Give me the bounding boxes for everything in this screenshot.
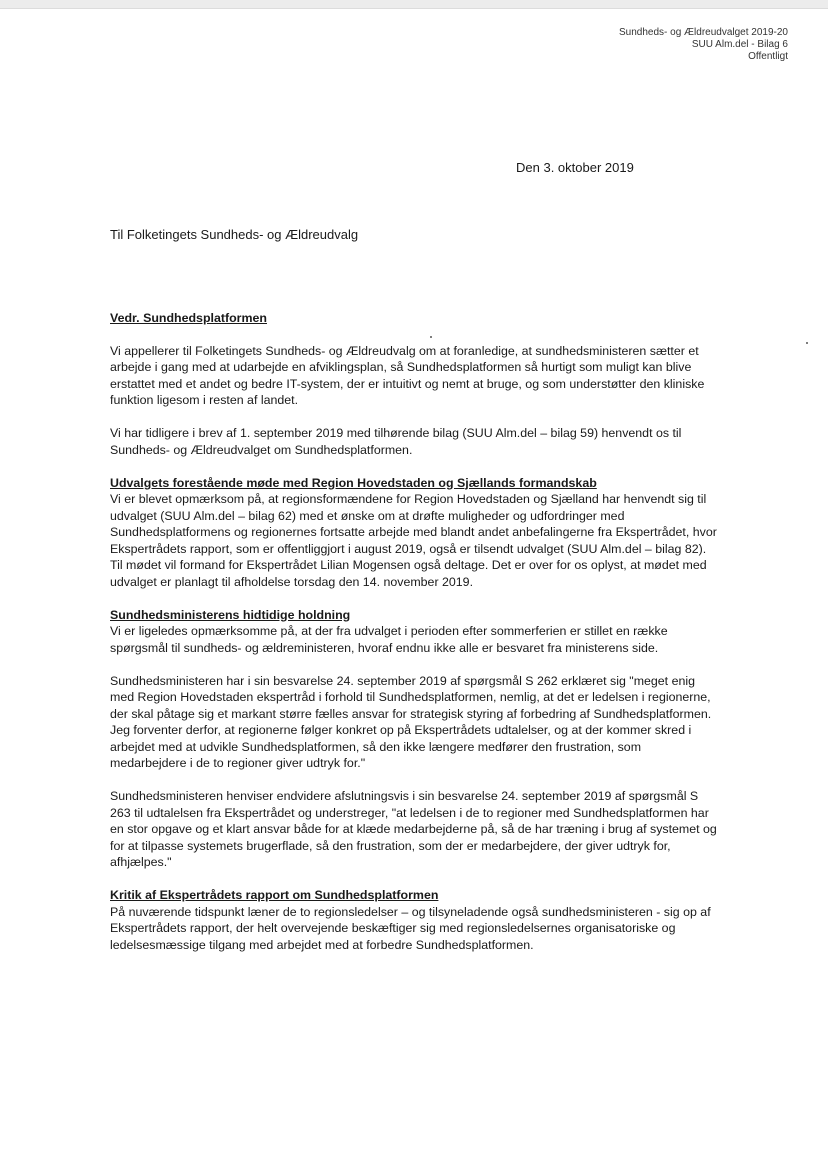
document-stamp xyxy=(619,27,788,63)
subject-heading: Vedr. Sundhedsplatformen xyxy=(110,311,267,325)
section-meeting xyxy=(110,475,720,591)
section-paragraph: Vi er blevet opmærksom på, at regionsformændene for Region Hovedstaden og Sjælland har henvendt sig til udvalget (SUU Alm.del – bilag 62) med et ønske om at drøfte muligheder og udfordringer med Sundhedsplatformens og regionernes fortsatte arbejde med blandt andet anbefalingerne fra Ekspertrådet, hvor Ekspertrådets rapport, som er offentliggjort i august 2019, også er tilsendt udvalget (SUU Alm.del – bilag 82). Til mødet vil formand for Ekspertrådet Lilian Mogensen også deltage. Det er over for os oplyst, at mødet med udvalget er planlagt til afholdelse torsdag den 14. november 2019. xyxy=(110,492,717,589)
section-paragraph: Vi er ligeledes opmærksomme på, at der fra udvalget i perioden efter sommerferien er stillet en række spørgsmål til sundheds- og ældreministeren, hvoraf endnu ikke alle er besvaret fra ministerens side. xyxy=(110,624,668,655)
section-heading: Kritik af Ekspertrådets rapport om Sundhedsplatformen xyxy=(110,888,439,902)
section-minister xyxy=(110,607,720,871)
section-paragraph: På nuværende tidspunkt læner de to regionsledelser – og tilsyneladende også sundhedsministeren - sig op af Ekspertrådets rapport, der helt overvejende beskæftiger sig med regionsledelsernes organisatoriske og ledelsesmæssige tilgang med arbejdet med at forbedre Sundhedsplatformen. xyxy=(110,904,711,952)
intro-paragraph-1: Vi appellerer til Folketingets Sundheds- og Ældreudvalg om at foranledige, at sundhedsministeren sætter et arbejde i gang med at udarbejde en afviklingsplan, så Sundhedsplatformen så hurtigt som muligt kan blive erstattet med et andet og bedre IT-system, der er intuitivt og nemt at bruge, og som understøtter den kliniske funktion ligesom i resten af landet. xyxy=(110,343,705,407)
intro-paragraph-2: Vi har tidligere i brev af 1. september 2019 med tilhørende bilag (SUU Alm.del – bilag 59) henvendt os til Sundheds- og Ældreudvalget om Sundhedsplatformen. xyxy=(110,426,682,457)
scan-speck xyxy=(806,342,808,344)
page-top-edge xyxy=(0,0,828,9)
stamp-committee: Sundheds- og Ældreudvalget 2019-20 xyxy=(618,27,788,38)
letter-date: Den 3. oktober 2019 xyxy=(516,160,634,175)
stamp-status: Offentligt xyxy=(748,51,788,62)
section-heading: Sundhedsministerens hidtidige holdning xyxy=(110,607,351,622)
section-heading: Udvalgets forestående møde med Region Hovedstaden og Sjællands formandskab xyxy=(110,475,597,490)
section-criticism xyxy=(110,887,720,953)
section-paragraph: Sundhedsministeren har i sin besvarelse 24. september 2019 af spørgsmål S 262 erklæret sig "meget enig med Region Hovedstaden ekspertråd i forhold til Sundhedsplatformen, nemlig, at det er ledelsen i regionerne, der skal påtage sig et markant større fælles ansvar for strategisk styring af forbedring af Sundhedsplatformen. Jeg forventer derfor, at regionerne følger konkret op på Ekspertrådets udtalelser, og at der kommer skred i arbejdet med at udvikle Sundhedsplatformen, så den ikke længere medfører den frustration, som medarbejdere i de to regioner giver udtryk for." xyxy=(110,673,712,770)
stamp-reference: SUU Alm.del - Bilag 6 xyxy=(691,39,788,50)
letter-recipient: Til Folketingets Sundheds- og Ældreudvalg xyxy=(110,227,359,242)
letter-body xyxy=(110,310,720,970)
section-paragraph: Sundhedsministeren henviser endvidere afslutningsvis i sin besvarelse 24. september 2019 af spørgsmål S 263 til udtalelsen fra Ekspertrådet og understreger, "at ledelsen i de to regioner med Sundhedsplatformen har en stor opgave og et klart ansvar både for at klæde medarbejderne på, så de har træning i brug af systemet og for at tilpasse systemets brugerflade, så den frustration, som der er medarbejdere, der giver udtryk for, afhjælpes." xyxy=(110,789,717,869)
